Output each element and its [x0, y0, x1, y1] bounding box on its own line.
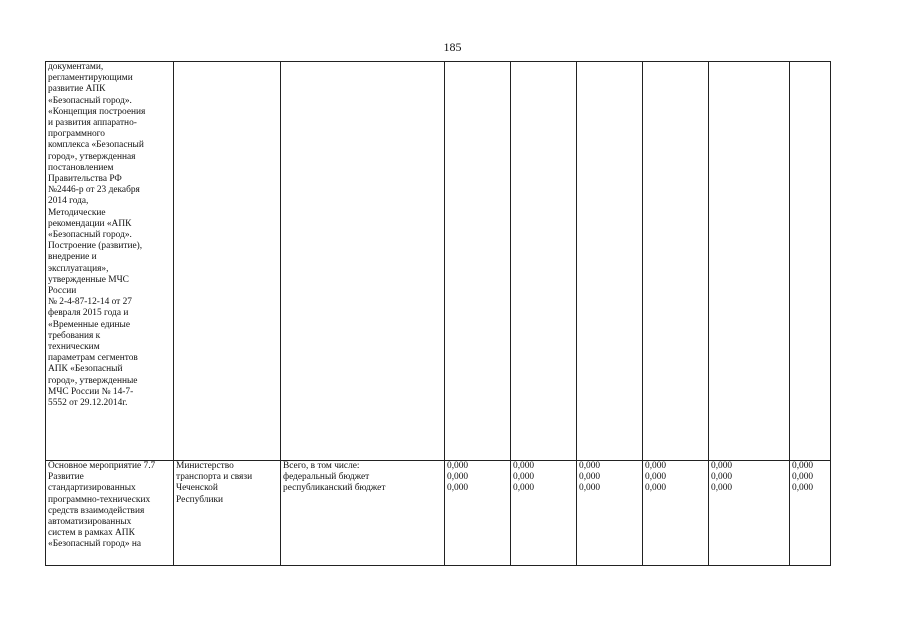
value-federal: 0,000: [645, 472, 667, 482]
value-federal: 0,000: [513, 472, 535, 482]
empty-cell: [174, 62, 281, 461]
value-federal: 0,000: [711, 472, 733, 482]
value-regional: 0,000: [513, 483, 535, 493]
funding-sources-cell: [281, 461, 445, 566]
value-cell: [790, 461, 831, 566]
executor: Министерство транспорта и связи Чеченской Республики: [176, 461, 253, 505]
empty-cell: [281, 62, 445, 461]
funding-source-total: Всего, в том числе:: [283, 461, 360, 471]
value-regional: 0,000: [792, 483, 814, 493]
value-regional: 0,000: [579, 483, 601, 493]
value-total: 0,000: [513, 461, 535, 471]
value-regional: 0,000: [447, 483, 469, 493]
empty-cell: [709, 62, 790, 461]
continuation-description-cell: [46, 62, 174, 461]
activity-title: Основное мероприятие 7.7 Развитие стандартизированных программно-технических средств взаимодействия автоматизированных систем в рамках АПК «Безопасный город» на: [48, 461, 156, 550]
value-total: 0,000: [792, 461, 814, 471]
value-cell: [577, 461, 643, 566]
activity-row: [46, 461, 831, 566]
continuation-description: документами, регламентирующими развитие АПК «Безопасный город». «Концепция построения и развития аппаратно- программного комплекса «Безопасный город», утвержденная постановлением Правительства РФ №2446-р от 23 декабря 2014 года, Методические рекомендации «АПК «Безопасный город». Построение (развитие), внедрение и эксплуатация», утвержденные МЧС России № 2-4-87-12-14 от 27 февраля 2015 года и «Временные единые требования к техническим параметрам сегментов АПК «Безопасный город», утвержденные МЧС России № 14-7- 5552 от 29.12.2014г.: [48, 62, 146, 409]
value-federal: 0,000: [579, 472, 601, 482]
executor-cell: [174, 461, 281, 566]
value-cell: [511, 461, 577, 566]
value-regional: 0,000: [711, 483, 733, 493]
activity-title-cell: [46, 461, 174, 566]
value-regional: 0,000: [645, 483, 667, 493]
value-federal: 0,000: [792, 472, 814, 482]
value-total: 0,000: [447, 461, 469, 471]
empty-cell: [643, 62, 709, 461]
value-total: 0,000: [579, 461, 601, 471]
program-table: [45, 61, 831, 566]
value-federal: 0,000: [447, 472, 469, 482]
value-cell: [643, 461, 709, 566]
value-total: 0,000: [645, 461, 667, 471]
continuation-row: [46, 62, 831, 461]
value-cell: [709, 461, 790, 566]
value-cell: [445, 461, 511, 566]
funding-source-federal: федеральный бюджет: [283, 472, 370, 482]
value-total: 0,000: [711, 461, 733, 471]
empty-cell: [445, 62, 511, 461]
empty-cell: [790, 62, 831, 461]
empty-cell: [577, 62, 643, 461]
empty-cell: [511, 62, 577, 461]
page-number: 185: [443, 40, 462, 54]
funding-source-regional: республиканский бюджет: [283, 483, 386, 493]
